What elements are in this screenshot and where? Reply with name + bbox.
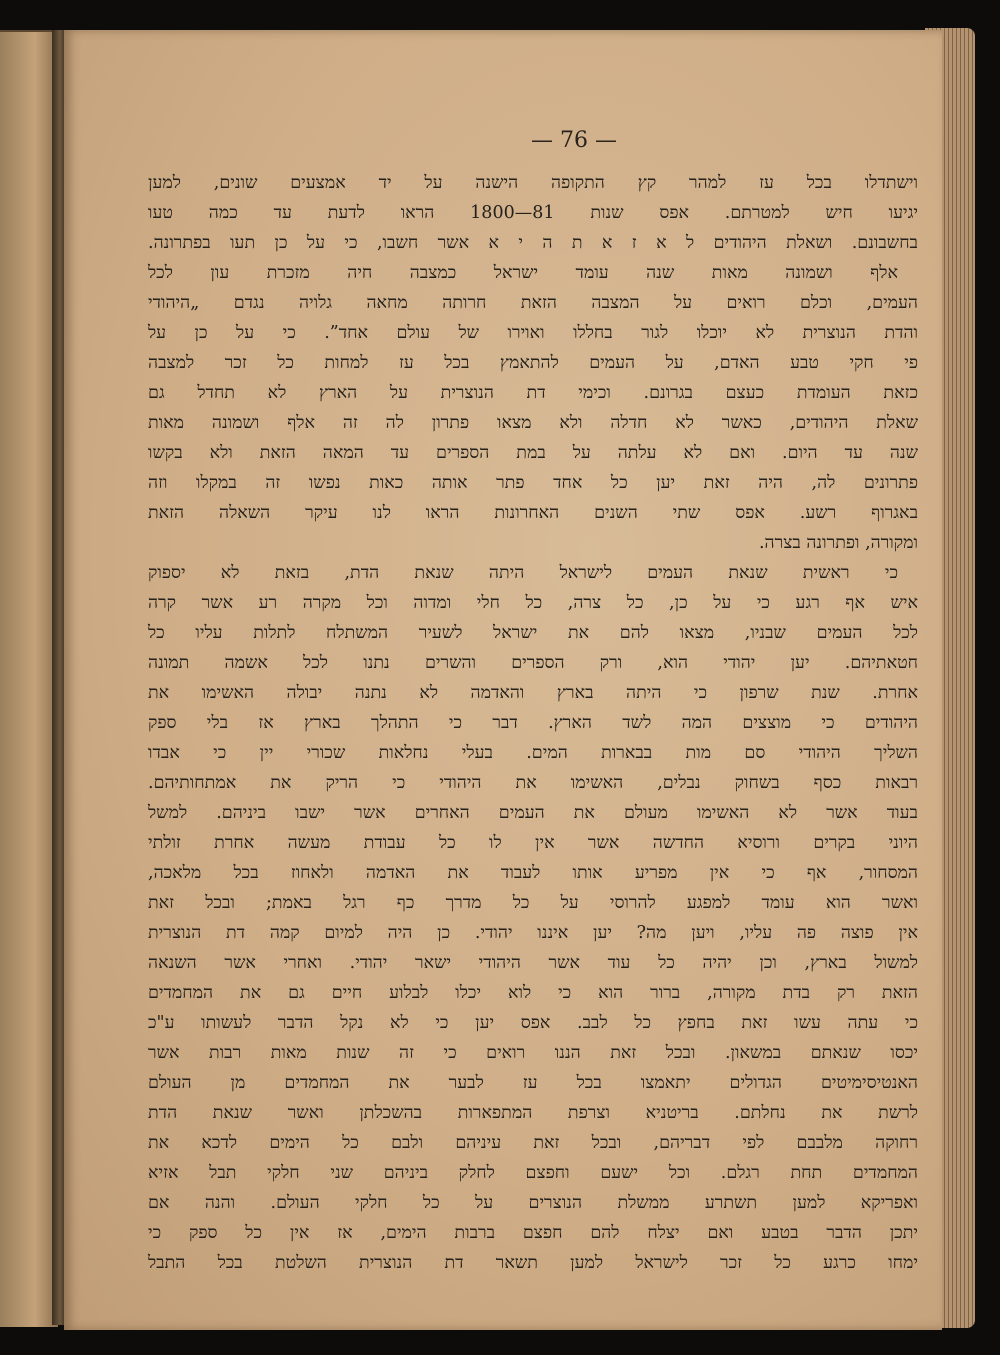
text-line: פי חקי טבע האדם, על העמים להתאמץ בכל עז למחות כל זכר למצבה — [148, 353, 918, 373]
text-line: המסחור, אף כי אין מפריע אותו לעבוד את האדמה ולאחוז בכל מלאכה, — [148, 863, 918, 883]
text-line: השליך היהודי סם מות בבארות המים. בעלי נחלאות שכורי יין כי אבדו — [148, 743, 918, 763]
text-line: יכסו שנאתם במשאון. ובכל זאת הננו רואים כי זה שנות מאות רבות אשר — [148, 1043, 918, 1063]
text-line: יגיעו חיש למטרתם. אפס שנות 81—1800 הראו לדעת עד כמה טעו — [148, 203, 918, 223]
text-line: כי עתה עשו זאת בחפץ כל לבב. אפס יען כי לא נקל הדבר לעשותו ע"כ — [148, 1013, 918, 1033]
text-line: שאלת היהודים, כאשר לא חדלה ולא מצאו פתרון לה זה אלף ושמונה מאות — [148, 413, 918, 433]
left-page-edge — [0, 30, 58, 1327]
text-line: העמים, וכלם רואים על המצבה הזאת חרותה מחאה גלויה נגדם „היהודי — [148, 293, 918, 313]
text-line: לרשת את נחלתם. בריטניא וצרפת המתפארות בהשכלתן ואשר שנאת הדת — [148, 1103, 918, 1123]
text-line: כזאת העומדת כעצם בגרונם. וכימי דת הנוצרית על הארץ לא תחדל גם — [148, 383, 918, 403]
text-line: היהודים כי מוצצים המה לשד הארץ. דבר כי התהלך בארץ אז בלי ספק — [148, 713, 918, 733]
text-line: בחשבונם. ושאלת היהודים ל א ז א ת ה י א אשר חשבו, כי על כן תעו בפתרונה. — [148, 233, 918, 253]
page-number: — 76 — — [531, 128, 617, 153]
text-line: באגרוף רשע. אפס שתי השנים האחרונות הראו לנו עיקר השאלה הזאת — [148, 503, 918, 523]
text-line: בעוד אשר לא האשימו מעולם את העמים האחרים אשר ישבו ביניהם. למשל — [148, 803, 918, 823]
text-line: רבאות כסף בשחוק נבלים, האשימו את היהודי כי הריק את אמתחותיהם. — [148, 773, 918, 793]
text-line: רחוקה מלבבם לפי דבריהם, ובכל זאת עיניהם ולבם כל הימים לדכא את — [148, 1133, 918, 1153]
text-line: אחרת. שנת שרפון כי היתה בארץ והאדמה לא נתנה יבולה האשימו את — [148, 683, 918, 703]
text-line: שנה עד היום. ואם לא עלתה על במת הספרים עד המאה הזאת ולא בקשו — [148, 443, 918, 463]
text-line: ימחו כרגע כל זכר לישראל למען תשאר דת הנוצרית השלטת בכל התבל — [148, 1253, 918, 1273]
text-line: אין פוצה פה עליו, ויען מה? יען איננו יהודי. כן היה למיום קמה דת הנוצרית — [148, 923, 918, 943]
text-line: כי ראשית שנאת העמים לישראל היתה שנאת הדת, בזאת לא יספוק — [148, 563, 898, 583]
text-line: למשול בארץ, וכן יהיה כל עוד אשר היהודי ישאר יהודי. ואחרי אשר השנאה — [148, 953, 918, 973]
text-line: יתכן הדבר בטבע ואם יצלח להם חפצם ברבות הימים, אז אין כל ספק כי — [148, 1223, 918, 1243]
page-text — [148, 168, 918, 1273]
text-line: ואפריקא למען תשתרע ממשלת הנוצרים על כל חלקי העולם. והנה אם — [148, 1193, 918, 1213]
text-line: לכל העמים שבניו, מצאו להם את ישראל לשעיר המשתלח לתלות עליו כל — [148, 623, 918, 643]
text-line: וישתדלו בכל עז למהר קץ התקופה הישנה על יד אמצעים שונים, למען — [148, 173, 918, 193]
text-line: המחמדים תחת רגלם. וכל ישעם וחפצם לחלק ביניהם שני חלקי תבל אזיא — [148, 1163, 918, 1183]
text-line: אלף ושמונה מאות שנה עומד ישראל כמצבה חיה מזכרת עון לכל — [148, 263, 898, 283]
text-line: ואשר הוא עומד למפגע להרוסי על כל מדרך כף רגל באמת; ובכל זאת — [148, 893, 918, 913]
text-line: חטאתיהם. יען יהודי הוא, ורק הספרים והשרים נתנו לכל אשמה תמונה — [148, 653, 918, 673]
text-line: פתרונים לה, היה זאת יען כל אחד פתר אותה כאות נפשו זה במקלו וזה — [148, 473, 918, 493]
text-line: והדת הנוצרית לא יוכלו לגור בחללו ואוירו של עולם אחד”. כי על כן על — [148, 323, 918, 343]
text-line: איש אף רגע כי על כן, כל צרה, כל חלי ומדוה וכל מקרה רע אשר קרה — [148, 593, 918, 613]
text-line: היוני בקרים ורוסיא החדשה אשר אין לו כל עבודת מעשה אחרת זולתי — [148, 833, 918, 853]
text-line: ומקורה, ופתרונה בצרה. — [758, 533, 918, 553]
text-line: האנטיסימיטים הגדולים יתאמצו בכל עז לבער את המחמדים מן העולם — [148, 1073, 918, 1093]
text-line: הזאת רק בדת מקורה, ברור הוא כי לוא יכלו לבלוע חיים גם את המחמדים — [148, 983, 918, 1003]
